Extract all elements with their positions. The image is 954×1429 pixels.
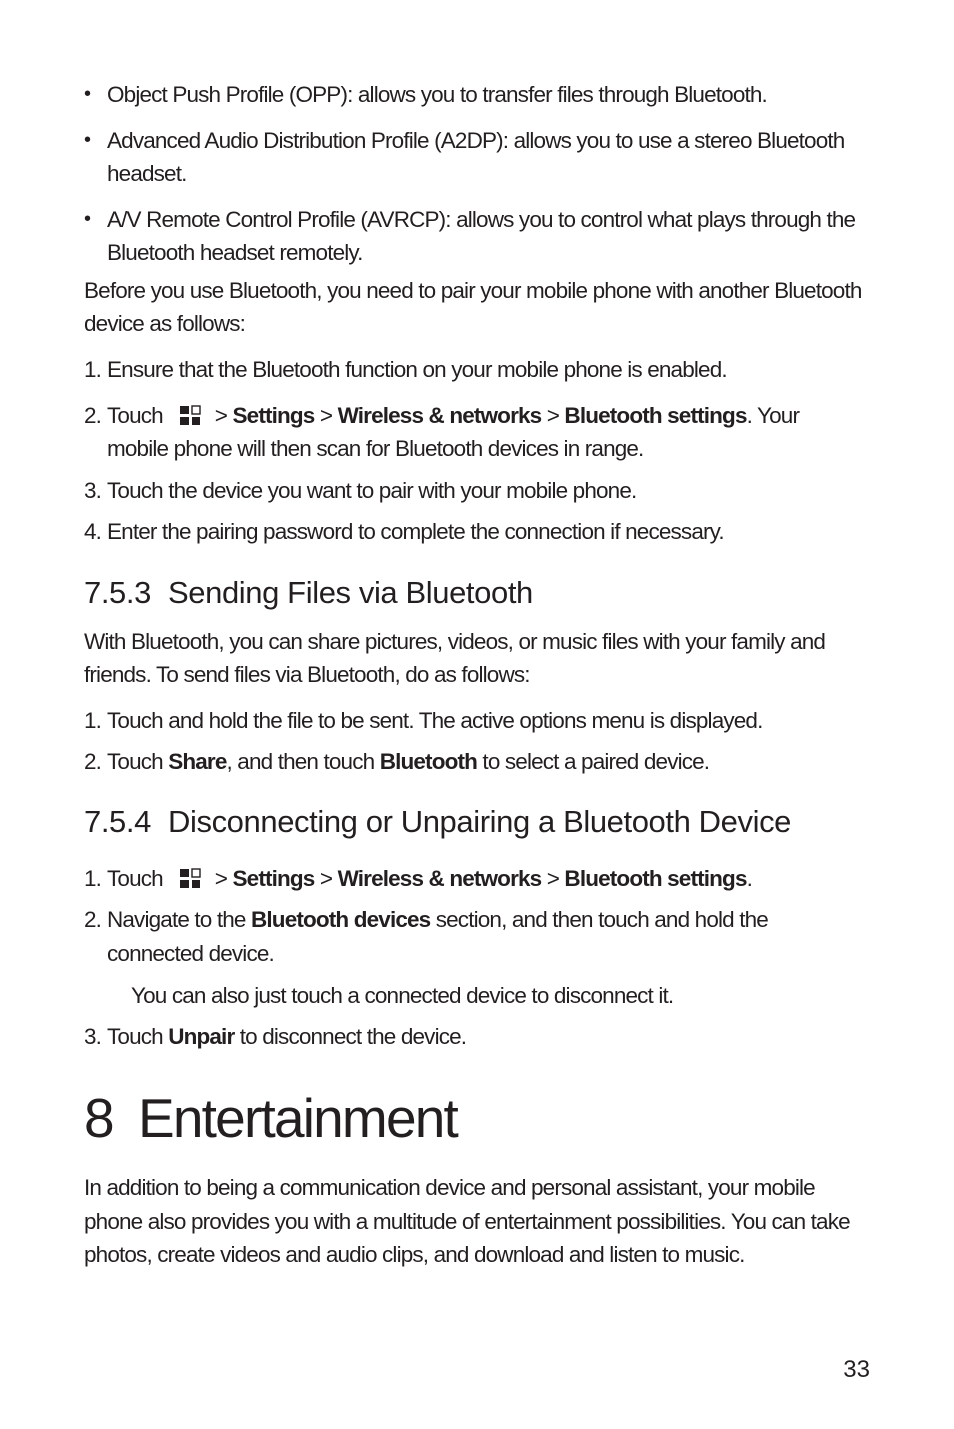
settings-label: Settings [232, 866, 315, 891]
pair-step-4: Enter the pairing password to complete the connection if necessary. [107, 519, 724, 544]
wireless-networks-label: Wireless & networks [337, 403, 542, 428]
send-step-1: Touch and hold the file to be sent. The active options menu is displayed. [107, 708, 763, 733]
unpair-label: Unpair [168, 1024, 235, 1049]
chapter-body-line: photos, create videos and audio clips, and download and listen to music. [84, 1242, 745, 1267]
section-heading-753: 7.5.3 Sending Files via Bluetooth [84, 575, 533, 610]
chapter-body-line: In addition to being a communication device and personal assistant, your mobile [84, 1175, 815, 1200]
step-number: 2. [84, 403, 102, 428]
page-number: 33 [843, 1356, 870, 1383]
pair-step-2-cont: mobile phone will then scan for Bluetooth devices in range. [107, 436, 644, 461]
bullet-text-avrcp-cont: Bluetooth headset remotely. [107, 240, 363, 265]
pair-step-1: Ensure that the Bluetooth function on your mobile phone is enabled. [107, 357, 727, 382]
note-text: You can also just touch a connected device to disconnect it. [131, 983, 674, 1008]
bullet: • [84, 129, 92, 151]
chapter-heading: 8 Entertainment [84, 1087, 458, 1149]
wireless-networks-label: Wireless & networks [337, 866, 542, 891]
bullet-text-opp: Object Push Profile (OPP): allows you to transfer files through Bluetooth. [107, 82, 767, 107]
bullet-text-a2dp: Advanced Audio Distribution Profile (A2DP): allows you to use a stereo Bluetooth [107, 128, 845, 153]
step-number: 2. [84, 749, 102, 774]
share-label: Share [168, 749, 227, 774]
app-launcher-icon [177, 866, 203, 890]
pair-step-2: Touch > Settings > Wireless & networks > Bluetooth settings. Your [107, 403, 800, 428]
section-heading-754: 7.5.4 Disconnecting or Unpairing a Bluetooth Device [84, 804, 792, 839]
send-step-2: Touch Share, and then touch Bluetooth to select a paired device. [107, 749, 710, 774]
unpair-step-1: Touch > Settings > Wireless & networks > Bluetooth settings. [107, 866, 753, 891]
chapter-body-line: phone also provides you with a multitude of entertainment possibilities. You can take [84, 1209, 850, 1234]
pairing-intro-line: Before you use Bluetooth, you need to pair your mobile phone with another Bluetooth [84, 278, 862, 303]
step-number: 3. [84, 1024, 102, 1049]
step-number: 1. [84, 708, 102, 733]
app-launcher-icon [177, 403, 203, 427]
step-number: 3. [84, 478, 102, 503]
step-number: 1. [84, 866, 102, 891]
bullet-text-avrcp: A/V Remote Control Profile (AVRCP): allows you to control what plays through the [107, 207, 856, 232]
sec753-intro-line: friends. To send files via Bluetooth, do as follows: [84, 662, 530, 687]
step-number: 2. [84, 907, 102, 932]
bluetooth-label: Bluetooth [379, 749, 478, 774]
unpair-step-2: Navigate to the Bluetooth devices section, and then touch and hold the [107, 907, 768, 932]
settings-label: Settings [232, 403, 315, 428]
unpair-step-2-cont: connected device. [107, 941, 274, 966]
bullet: • [84, 83, 92, 105]
unpair-step-3: Touch Unpair to disconnect the device. [107, 1024, 467, 1049]
sec753-intro-line: With Bluetooth, you can share pictures, videos, or music files with your family and [84, 629, 826, 654]
bluetooth-settings-label: Bluetooth settings [564, 403, 747, 428]
bullet-text-a2dp-cont: headset. [107, 161, 187, 186]
pair-step-3: Touch the device you want to pair with your mobile phone. [107, 478, 637, 503]
step-number: 4. [84, 519, 102, 544]
bluetooth-settings-label: Bluetooth settings [564, 866, 747, 891]
pairing-intro-line: device as follows: [84, 311, 246, 336]
step-number: 1. [84, 357, 102, 382]
bluetooth-devices-label: Bluetooth devices [251, 907, 431, 932]
bullet: • [84, 208, 92, 230]
